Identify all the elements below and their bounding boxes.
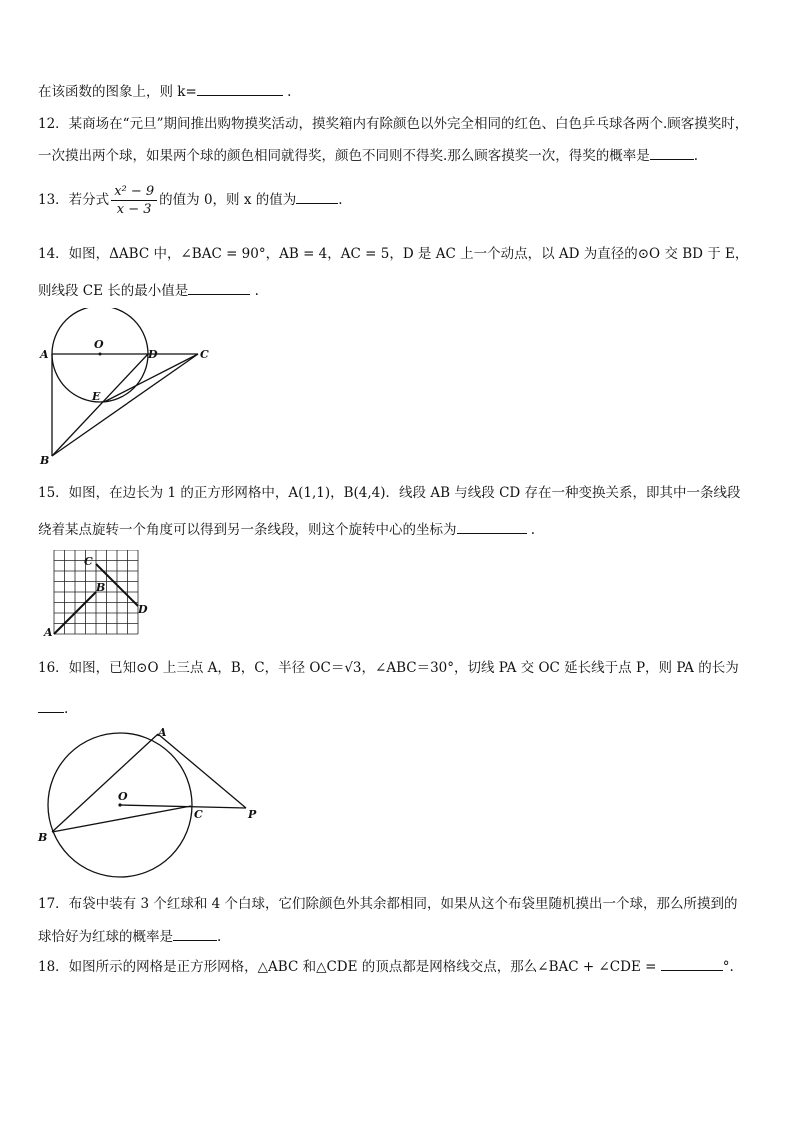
q13-line [38, 180, 343, 220]
q13-pre: 13．若分式 [38, 192, 110, 208]
q16-line-2 [38, 698, 68, 719]
answer-blank [650, 145, 694, 160]
label-o: O [94, 338, 104, 351]
label-a: A [44, 626, 53, 638]
answer-blank [173, 926, 217, 941]
label-a: A [40, 348, 49, 361]
label-e: E [92, 390, 101, 403]
q15-line-2 [38, 519, 535, 540]
q18-end: °. [722, 959, 734, 975]
answer-blank [38, 698, 64, 713]
segment-bc [52, 806, 191, 832]
label-c: C [84, 555, 93, 568]
fraction-numerator: x² − 9 [111, 183, 157, 201]
q17-line-1: 17．布袋中装有 3 个红球和 4 个白球，它们除颜色外其余都相同，如果从这个布袋里随机摸出一个球，那么所摸到的 [38, 896, 738, 912]
segment-ab [52, 734, 158, 832]
label-b: B [38, 831, 48, 844]
q13-end: . [338, 192, 343, 208]
label-c: C [194, 808, 203, 821]
q12-text: 一次摸出两个球，如果两个球的颜色相同就得奖，颜色不同则不得奖.那么顾客摸奖一次，得奖的概率是 [38, 148, 650, 164]
answer-blank [661, 956, 723, 971]
q13-fraction [111, 183, 157, 218]
label-b: B [96, 581, 106, 594]
q12-end: . [693, 148, 699, 164]
label-b: B [40, 454, 50, 467]
segment-bc [52, 354, 198, 456]
fraction-denominator: x − 3 [116, 202, 152, 217]
q15-grid-figure [40, 550, 156, 638]
center-point [99, 353, 102, 356]
tangent-pa [158, 734, 246, 808]
answer-blank [188, 280, 250, 295]
q12-line-1: 12．某商场在“元旦”期间推出购物摸奖活动，摸奖箱内有除颜色以外完全相同的红色、白色乒乓球各两个.顾客摸奖时， [38, 116, 749, 132]
label-d: D [138, 603, 148, 616]
segment-ec [104, 354, 198, 402]
label-c: C [200, 348, 209, 361]
label-p: P [248, 808, 257, 821]
q15-text: 绕着某点旋转一个角度可以得到另一条线段，则这个旋转中心的坐标为 [38, 522, 457, 538]
q14-line-1: 14．如图，ΔABC 中，∠BAC = 90°，AB = 4，AC = 5，D 是 AC 上一个动点，以 AD 为直径的⊙O 交 BD 于 E， [38, 246, 749, 262]
q16-end: . [64, 701, 69, 717]
q15-end: . [530, 522, 536, 538]
label-a: A [158, 726, 167, 739]
fragment-text: 在该函数的图象上，则 k= [38, 84, 197, 100]
q16-figure [34, 724, 264, 882]
answer-blank [197, 81, 283, 96]
q14-figure [34, 308, 224, 470]
q17-end: . [217, 929, 222, 945]
q18-text: 18．如图所示的网格是正方形网格，△ABC 和△CDE 的顶点都是网格线交点，那么∠BAC + ∠CDE = [38, 959, 657, 975]
segment-bd [52, 354, 148, 456]
q16-line-1: 16．如图，已知⊙O 上三点 A，B，C，半径 OC＝√3，∠ABC＝30°，切线 PA 交 OC 延长线于点 P，则 PA 的长为 [38, 660, 739, 676]
q14-end: . [254, 283, 259, 299]
q15-line-1: 15．如图，在边长为 1 的正方形网格中，A(1,1)，B(4,4)．线段 AB 与线段 CD 存在一种变换关系，即其中一条线段 [38, 485, 741, 501]
answer-blank [296, 189, 338, 204]
q14-text: 则线段 CE 长的最小值是 [38, 283, 189, 299]
q17-text: 球恰好为红球的概率是 [38, 929, 173, 945]
label-d: D [148, 348, 158, 361]
q12-line-2 [38, 145, 698, 166]
q14-line-2 [38, 280, 259, 301]
q18-line [38, 956, 734, 977]
fragment-line [38, 81, 291, 102]
fragment-end: . [287, 84, 292, 100]
center-point [118, 803, 121, 806]
q17-line-2 [38, 926, 221, 947]
answer-blank [457, 519, 527, 534]
q13-post: 的值为 0，则 x 的值为 [159, 192, 297, 208]
label-o: O [118, 790, 128, 803]
